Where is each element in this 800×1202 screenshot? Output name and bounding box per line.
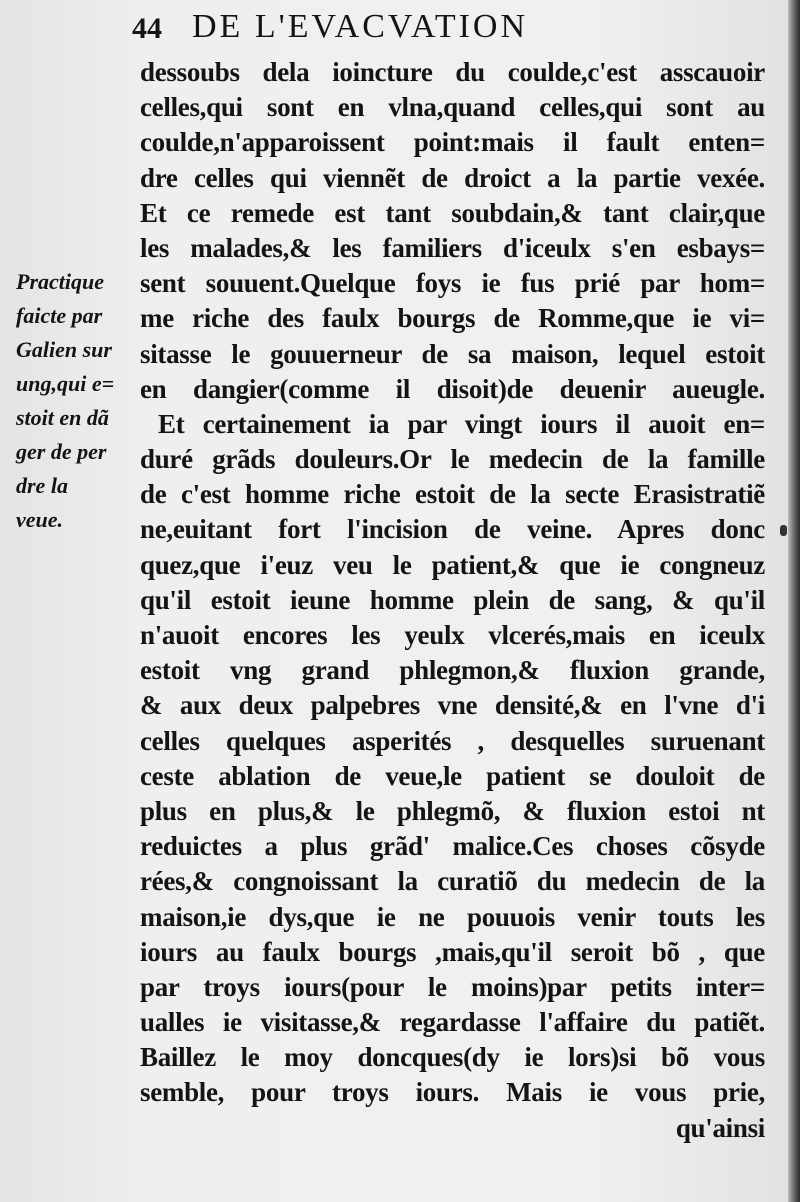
- running-title: DE L'EVACVATION: [192, 8, 529, 45]
- text-line: & aux deux palpebres vne densité,& en l'vne d'i: [140, 690, 765, 721]
- page-edge-shadow: [788, 0, 800, 1202]
- text-line: celles,qui sont en vlna,quand celles,qui sont au: [140, 92, 765, 123]
- margin-note-line: veue.: [16, 507, 64, 532]
- text-line: estoit vng grand phlegmon,& fluxion grande,: [140, 655, 765, 686]
- text-line: reduictes a plus grãd' malice.Ces choses cõsyde: [140, 831, 765, 862]
- text-line: sent souuent.Quelque foys ie fus prié par hom=: [140, 268, 765, 299]
- text-line: en dangier(comme il disoit)de deuenir aueugle.: [140, 373, 765, 404]
- margin-note-line: Galien sur: [16, 337, 112, 362]
- text-line: n'auoit encores les yeulx vlcerés,mais en iceulx: [140, 620, 765, 650]
- margin-note-line: Practique: [16, 269, 104, 294]
- margin-note-line: ger de per: [16, 439, 107, 464]
- body-text: [140, 55, 765, 1146]
- text-line: Baillez le moy doncques(dy ie lors)si bõ vous: [140, 1042, 765, 1073]
- text-line: dessoubs dela ioincture du coulde,c'est asscauoir: [140, 57, 765, 87]
- catchword: qu'ainsi: [675, 1112, 765, 1143]
- margin-note-line: ung,qui e=: [16, 371, 115, 396]
- text-line: celles quelques asperités , desquelles suruenant: [140, 725, 765, 756]
- page-header: [132, 8, 772, 48]
- text-line: Et certainement ia par vingt iours il auoit en=: [158, 408, 765, 439]
- text-line: les malades,& les familiers d'iceulx s'en esbays=: [140, 232, 765, 263]
- text-line: ceste ablation de veue,le patient se douloit de: [140, 760, 765, 791]
- text-line: quez,que i'euz veu le patient,& que ie congneuz: [140, 549, 765, 580]
- text-line: me riche des faulx bourgs de Romme,que ie vi=: [140, 303, 765, 334]
- margin-note-line: faicte par: [16, 303, 103, 328]
- margin-note-line: stoit en dã: [16, 405, 109, 430]
- text-line: ualles ie visitasse,& regardasse l'affaire du patiẽt.: [140, 1007, 765, 1038]
- text-line: maison,ie dys,que ie ne pouuois venir touts les: [140, 901, 765, 932]
- text-line: de c'est homme riche estoit de la secte Erasistratiẽ: [140, 479, 765, 510]
- text-line: dre celles qui viennẽt de droict a la partie vexée.: [140, 162, 765, 193]
- margin-note: [16, 265, 136, 537]
- margin-note-line: dre la: [16, 473, 68, 498]
- text-line: rées,& congnoissant la curatiõ du medecin de la: [140, 866, 765, 897]
- ink-mark: [780, 525, 787, 536]
- text-line: duré grãds douleurs.Or le medecin de la famille: [140, 444, 765, 475]
- text-line: par troys iours(pour le moins)par petits inter=: [140, 971, 765, 1002]
- text-line: ne,euitant fort l'incision de veine. Apres donc: [140, 514, 765, 545]
- text-line: plus en plus,& le phlegmõ, & fluxion estoi nt: [140, 795, 765, 826]
- text-line: semble, pour troys iours. Mais ie vous prie,: [140, 1077, 765, 1108]
- text-line: sitasse le gouuerneur de sa maison, lequel estoit: [140, 338, 765, 369]
- text-line: coulde,n'apparoissent point:mais il fault enten=: [140, 127, 765, 158]
- page-number: 44: [132, 12, 162, 45]
- text-line: Et ce remede est tant soubdain,& tant clair,que: [140, 197, 765, 228]
- text-line: iours au faulx bourgs ,mais,qu'il seroit bõ , que: [140, 936, 765, 967]
- text-line: qu'il estoit ieune homme plein de sang, & qu'il: [140, 584, 765, 615]
